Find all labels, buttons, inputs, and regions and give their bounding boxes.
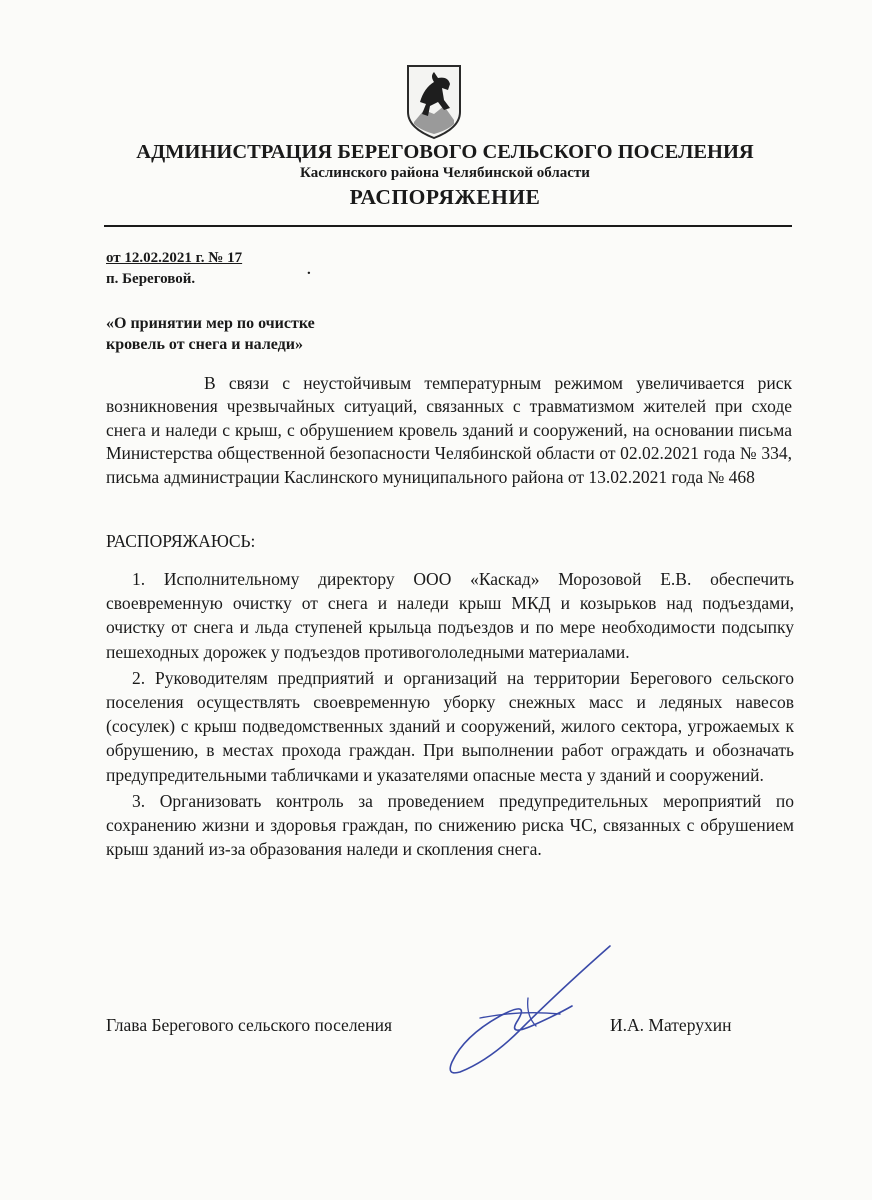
organization-title: АДМИНИСТРАЦИЯ БЕРЕГОВОГО СЕЛЬСКОГО ПОСЕЛЕНИЯ — [136, 141, 754, 163]
order-item-2: 2. Руководителям предприятий и организаций на территории Берегового сельского поселения осуществлять своевременную уборку снежных масс и ледяных навесов (сосулек) с крыш подведомственных зданий и сооружений, жилого сектора, угрожаемых к обрушению, в местах прохода граждан. При выполнении работ ограждать и обозначать предупредительными табличками и указателями опасные места у зданий и сооружений. — [106, 667, 794, 785]
document-subject — [106, 313, 315, 355]
signatory-name: И.А. Матерухин — [610, 1015, 732, 1035]
date-line-end-mark: . — [307, 262, 311, 278]
order-heading: РАСПОРЯЖАЮСЬ: — [106, 531, 256, 551]
region-subtitle: Каслинского района Челябинской области — [300, 165, 590, 181]
document-type: РАСПОРЯЖЕНИЕ — [349, 185, 541, 209]
coat-of-arms-icon — [404, 62, 464, 140]
header-divider — [104, 225, 792, 227]
order-item-3: 3. Организовать контроль за проведением предупредительных мероприятий по сохранению жизни и здоровья граждан, по снижению риска ЧС, связанных с обрушением крыш зданий из-за образования наледи и скопления снега. — [106, 790, 794, 860]
order-item-1: 1. Исполнительному директору ООО «Каскад» Морозовой Е.В. обеспечить своевременную очистку от снега и наледи крыш МКД и козырьков над подъездами, очистку от снега и льда ступеней крыльца подъездов и по мере необходимости подсыпку пешеходных дорожек у подъездов противогололедными материалами. — [106, 569, 794, 662]
document-place: п. Береговой. — [106, 271, 196, 287]
document-date-number: от 12.02.2021 г. № 17 — [106, 250, 243, 266]
preamble-paragraph: В связи с неустойчивым температурным режимом увеличивается риск возникновения чрезвычайных ситуаций, связанных с травматизмом жителей при сходе снега и наледи с крыш, с обрушением кровель зданий и сооружений, на основании письма Министерства общественной безопасности Челябинской области от 02.02.2021 года № 334, письма администрации Каслинского муниципального района от 13.02.2021 года № 468 — [106, 373, 792, 487]
signatory-position: Глава Берегового сельского поселения — [106, 1015, 393, 1035]
subject-line-1: «О принятии мер по очистке — [106, 315, 315, 332]
subject-line-2: кровель от снега и наледи» — [106, 336, 303, 353]
order-items — [106, 567, 794, 863]
handwritten-signature-icon — [440, 940, 630, 1080]
